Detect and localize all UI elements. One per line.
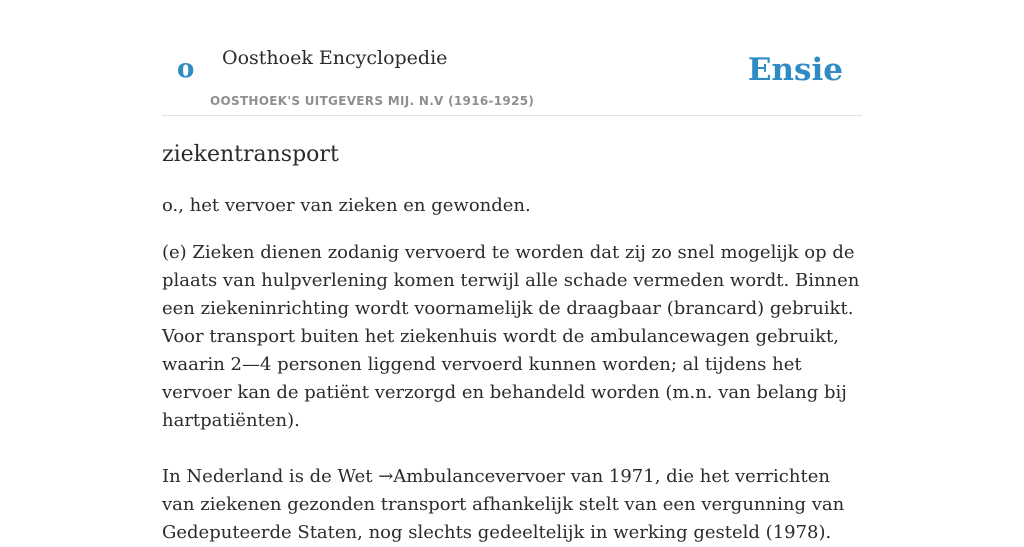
entry-title: ziekentransport	[162, 142, 339, 167]
source-publisher: OOSTHOEK'S UITGEVERS MIJ. N.V (1916-1925)	[210, 94, 535, 108]
entry-paragraph: (e) Zieken dienen zodanig vervoerd te worden dat zij zo snel mogelijk op de plaats van hulpverlening komen terwijl alle schade vermeden wordt. Binnen een ziekeninrichting wordt voornamelijk de draagbaar (brancard) gebruikt. Voor transport buiten het ziekenhuis wordt de ambulancewagen gebruikt, waarin 2—4 personen liggend vervoerd kunnen worden; al tijdens het vervoer kan de patiënt verzorgd en behandeld worden (m.n. van belang bij hartpatiënten).	[162, 242, 860, 431]
paragraph-text: In Nederland is de Wet	[162, 466, 379, 487]
brand-logo-link[interactable]: Ensie	[747, 52, 843, 88]
entry-definition: o., het vervoer van zieken en gewonden.	[162, 195, 531, 216]
paragraph-text: van 1971, die het verrichten van ziekenen gezonden transport afhankelijk stelt van een vergunning van Gedeputeerde Staten, nog slechts gedeeltelijk in werking gesteld (1978).	[162, 466, 845, 543]
cross-reference-link[interactable]: →Ambulancevervoer	[378, 466, 565, 487]
entry-content	[162, 138, 862, 547]
source-logo[interactable]: o	[177, 54, 195, 84]
source-title[interactable]: Oosthoek Encyclopedie	[222, 47, 448, 69]
site-header	[162, 0, 862, 116]
entry-paragraph	[162, 463, 862, 547]
